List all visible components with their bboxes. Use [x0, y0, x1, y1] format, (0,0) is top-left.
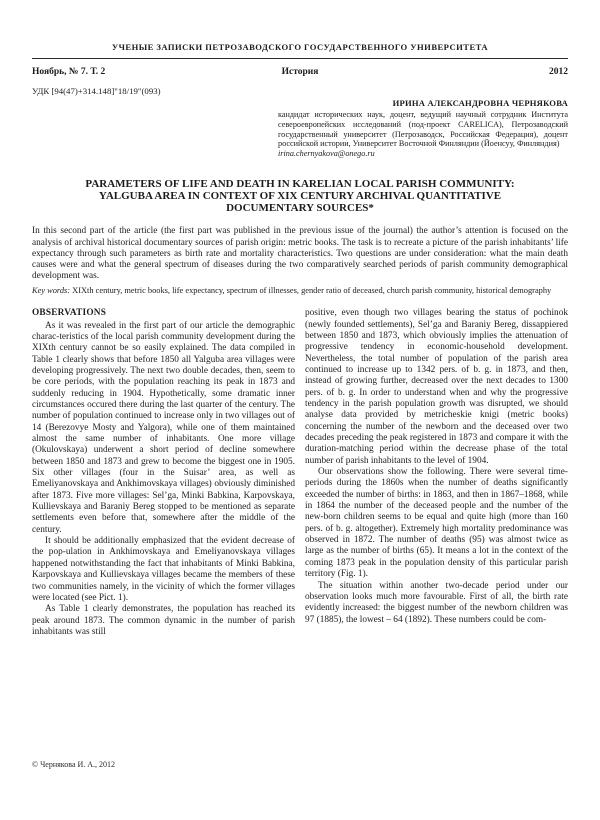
issue-row — [32, 67, 568, 77]
keywords-text: XIXth century, metric books, life expectancy, spectrum of illnesses, gender ratio of deceased, church parish community, historical demography — [70, 286, 552, 296]
body-paragraph: The situation within another two-decade period under our observation looks much more favourable. First of all, the birth rate evidently increased: the biggest number of the newborn children was 97 (1885), the lowest – 64 (1892). These numbers could be com- — [305, 580, 568, 625]
author-affiliation: кандидат исторических наук, доцент, ведущий научный сотрудник Института североевропейских исследований (под-проект CARELICA), Петрозаводский государственный университет (Петрозаводск, Российская Федерация), доцент российской истории, Университет Восточной Финляндии (Йоенсуу, Финляндия) — [278, 110, 568, 149]
section-heading-observations: OBSERVATIONS — [32, 308, 107, 319]
header-divider — [32, 58, 568, 59]
author-block — [278, 99, 568, 159]
author-email: irina.chernyakova@onego.ru — [278, 149, 375, 159]
article-body — [32, 308, 568, 638]
body-paragraph: As Table 1 clearly demonstrates, the population has reached its peak around 1873. The common dynamic in the number of parish inhabitants was still — [32, 604, 295, 637]
udk-code: УДК [94(47)+314.148]"18/19"(093) — [32, 86, 161, 96]
copyright-notice: © Чернякова И. А., 2012 — [32, 760, 116, 769]
keywords-line — [32, 286, 568, 296]
keywords-label: Key words: — [32, 286, 71, 296]
issue-label: Ноябрь, № 7. Т. 2 — [32, 67, 106, 77]
body-paragraph: As it was revealed in the first part of our article the demographic charac-teristics of the local parish community development during the XIXth century cannot be so easily explained. The data compiled in Table 1 clearly shows that before 1850 all Yalguba area villages were developing progressively. The next two double decades, then, seem to be core periods, with the population reaching its peak in 1873 and suddenly reducing in 1904. Hypothetically, some dramatic inner circumstances occured there during the last quarter of the century. The number of population continued to increase only in two villages out of 14 (Berezovye Mosty and Yalgora), while one of them maintained almost the same number of inhabitants. One more village (Okulovskaya) underwent a short period of decline somewhere between 1850 and 1873 and grew to become the biggest one in 1905. Six other villages (four in the Suisar’ area, as well as Emeliyanovskaya and Ankhimovskaya villages) obviously diminished after 1873. Five more villages: Sel’ga, Minki Babkina, Karpovskaya, Kullievskaya and Baraniy Bereg stopped to be mentioned as separate settlements even before that, somewhere after the middle of the century. — [32, 320, 295, 535]
right-column — [305, 308, 568, 638]
left-column — [32, 308, 295, 638]
section-label: История — [281, 67, 319, 77]
journal-masthead: УЧЕНЫЕ ЗАПИСКИ ПЕТРОЗАВОДСКОГО ГОСУДАРСТВЕННОГО УНИВЕРСИТЕТА — [111, 42, 489, 52]
body-paragraph: positive, even though two villages bearing the status of pochinok (newly founded settlements), Sel’ga and Baraniy Bereg, dissappiered between 1850 and 1873, which obviously implies the attenuation of progressive tendency in economic-household development. Nevertheless, the total number of population of the parish area continued to increase up to 1342 pers. of b. g. in 1873, and then, instead of growing further, decreased over the next decades to 1300 pers. of b. g. In order to understand when and why the progressive tendency in the parish population growth was disrupted, we should analyse data provided by metricheskie knigi (metric books) concerning the number of the newborn and the deceased over two decades preceding the peak registered in 1873 and compare it with the duration-matching period within the decrease phase of the total number of parish inhabitants to the level of 1904. — [305, 308, 568, 466]
author-name: ИРИНА АЛЕКСАНДРОВНА ЧЕРНЯКОВА — [392, 98, 568, 108]
year-label: 2012 — [549, 67, 569, 77]
body-paragraph: It should be additionally emphasized that the evident decrease of the pop-ulation in Ankhimovskaya and Emeliyanovskaya villages happened notwithstanding the fact that inhabitants of Minki Babkina, Karpovskaya and Kullievskaya villages became the members of these two communities namely, in the vicinity of which the former villages were located (see Pict. 1). — [32, 536, 295, 603]
article-abstract: In this second part of the article (the first part was published in the previous issue of the journal) the author’s attention is focused on the analysis of archival historical documentary sources of parish origin: metric books. The task is to recreate a picture of the parish inhabitants’ life expectancy through such parameters as birth rate and mortality characteristics. Two questions are under consideration: what the main death causes were and what the general spectrum of diseases during the two comparatively searched periods of parish community demographical development was. — [32, 226, 568, 282]
body-paragraph: Our observations show the following. There were several time-periods during the 1860s when the number of deaths significantly exceeded the number of births: in 1863, and then in 1867–1868, while in 1864 the number of the deceased people and the number of the new-born children seems to be equal and quite high (more than 160 pers. of b. g. altogether). Extremely high mortality predominance was observed in 1872. The number of deaths (95) was almost twice as large as the number of births (65). It means a lot in the context of the coming 1873 peak in the population density of this particular parish territory (Fig. 1). — [305, 467, 568, 580]
article-title: PARAMETERS OF LIFE AND DEATH IN KARELIAN LOCAL PARISH COMMUNITY: YALGUBA AREA IN CONTEXT OF XIX CENTURY ARCHIVAL QUANTITATIVE DOCUMENTARY SOURCES* — [85, 177, 515, 215]
